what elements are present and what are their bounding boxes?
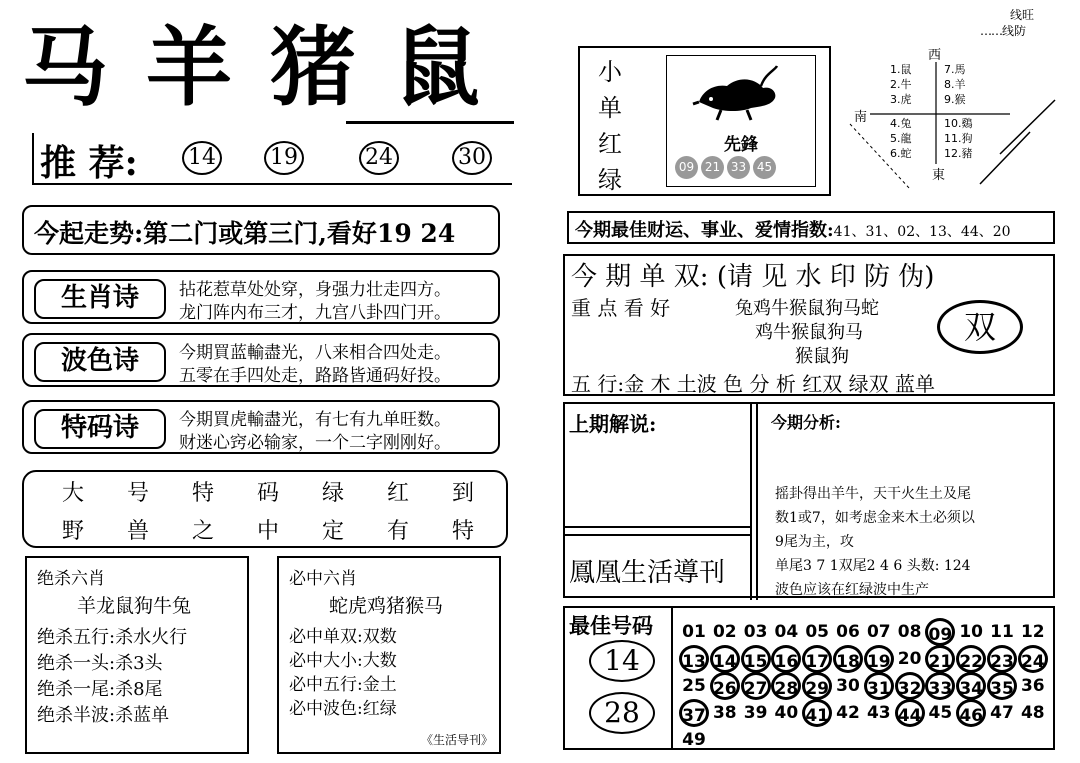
rat-icon [691, 62, 781, 124]
riddle-char: 定 [322, 519, 345, 544]
zodiac-entry: 11.狗 [944, 132, 973, 145]
number-cell: 33 [925, 672, 955, 700]
riddle-char: 特 [192, 481, 215, 506]
number-cell: 09 [925, 618, 955, 646]
pioneer-ball: 09 [675, 156, 698, 179]
number-cell: 21 [925, 645, 955, 673]
number-cell: 35 [987, 672, 1017, 700]
number-cell: 29 [802, 672, 832, 700]
number-cell: 31 [864, 672, 894, 700]
riddle-char: 码 [257, 481, 280, 506]
number-cell: 41 [802, 699, 832, 727]
zodiac-entry: 5.龍 [890, 132, 912, 145]
recommend-label: 推 荐: [40, 142, 138, 184]
number-cell: 34 [956, 672, 986, 700]
number-cell: 23 [987, 645, 1017, 673]
must-row: 必中波色:红绿 [289, 699, 397, 719]
odd-even-header: 今 期 单 双: (请 见 水 印 防 伪) [571, 262, 935, 292]
zodiac-entry: 9.猴 [944, 93, 966, 106]
kill-row: 绝杀一头:杀3头 [37, 653, 163, 674]
pioneer-ball: 21 [701, 156, 724, 179]
riddle-char: 特 [452, 519, 475, 544]
number-cell: 44 [895, 699, 925, 727]
must-six-box [277, 556, 501, 754]
kill-six-box [25, 556, 249, 754]
odd-even-footer: 五 行:金 木 土波 色 分 析 红双 绿双 蓝单 [571, 372, 935, 396]
number-cell: 27 [741, 672, 771, 700]
zodiac-entry: 2.牛 [890, 78, 912, 91]
best-big-number: 14 [589, 640, 655, 682]
number-cell: 25 [682, 676, 706, 696]
number-cell: 15 [741, 645, 771, 673]
number-cell: 17 [802, 645, 832, 673]
zodiac-entry: 6.蛇 [890, 147, 912, 160]
compass-east: 東 [932, 168, 946, 183]
trend-text: 今起走势:第二门或第三门,看好19 24 [34, 219, 456, 248]
must-row: 必中五行:金土 [289, 675, 397, 695]
riddle-char: 红 [387, 481, 410, 506]
must-animals: 蛇虎鸡猪猴马 [329, 595, 444, 617]
pioneer-side-char: 红 [598, 130, 622, 158]
must-footer: 《生活导刊》 [420, 733, 493, 747]
kill-row: 绝杀五行:杀水火行 [37, 627, 188, 648]
index-values: 41、31、02、13、44、20 [833, 224, 1011, 240]
number-cell: 18 [833, 645, 863, 673]
number-cell: 24 [1018, 645, 1048, 673]
analysis-line: 数1或7，如考虑金来木土必须以 [775, 510, 975, 526]
number-cell: 39 [743, 703, 768, 723]
must-title: 必中六肖 [289, 569, 357, 589]
number-cell: 12 [1020, 622, 1045, 642]
analysis-box [563, 402, 1055, 598]
must-row: 必中大小:大数 [289, 651, 397, 671]
riddle-char: 之 [192, 519, 215, 544]
number-cell: 43 [866, 703, 891, 723]
number-cell: 13 [679, 645, 709, 673]
pioneer-panel [666, 55, 816, 187]
best-numbers-label: 最佳号码 [569, 613, 653, 638]
analysis-line: 单尾3 7 1双尾2 4 6 头数: 124 [775, 558, 971, 574]
focus-line: 鸡牛猴鼠狗马 [755, 322, 863, 343]
analysis-line: 波色应该在红绿波中生产 [775, 582, 929, 598]
best-big-number: 28 [589, 692, 655, 734]
brand-name: 鳳凰生活導刊 [569, 558, 726, 588]
best-numbers-box [563, 606, 1055, 750]
number-cell: 37 [679, 699, 709, 727]
index-label: 今期最佳财运、事业、爱情指数: [575, 220, 834, 241]
poem-label: 特码诗 [34, 409, 166, 449]
number-cell: 01 [682, 622, 706, 642]
this-analysis-label: 今期分析: [771, 413, 841, 432]
number-cell: 42 [836, 703, 860, 723]
riddle-box [22, 470, 508, 548]
riddle-char: 中 [257, 519, 280, 544]
number-cell: 47 [990, 703, 1014, 723]
number-cell: 36 [1020, 676, 1045, 696]
riddle-char: 大 [62, 481, 85, 506]
number-cell: 48 [1020, 703, 1045, 723]
poem-box-color [22, 333, 500, 387]
zodiac-entry: 7.馬 [944, 63, 966, 76]
recommend-number: 19 [264, 141, 304, 175]
zodiac-entry: 4.兔 [890, 117, 912, 130]
riddle-char: 到 [452, 481, 475, 506]
number-cell: 10 [959, 622, 984, 642]
number-cell: 32 [895, 672, 925, 700]
page-title: 马羊猪鼠 [22, 17, 518, 118]
must-row: 必中单双:双数 [289, 627, 397, 647]
number-cell: 16 [771, 645, 801, 673]
poem-box-special [22, 400, 500, 454]
analysis-line: 摇卦得出羊牛，天干火生土及尾 [775, 486, 971, 502]
poem-line: 今期買蓝輸盡光，八来相合四处走。 [179, 343, 451, 363]
poem-line: 五零在手四处走，路路皆通码好投。 [179, 366, 451, 386]
poem-line: 拈花惹草处处穿，身强力壮走四方。 [179, 280, 451, 300]
compass-west: 西 [928, 48, 942, 63]
pioneer-side-char: 单 [598, 94, 622, 122]
poem-line: 今期買虎輸盡光，有七有九单旺数。 [179, 410, 451, 430]
zodiac-entry: 1.鼠 [890, 63, 912, 76]
recommend-number: 24 [359, 141, 399, 175]
legend-guard: 线防 [1002, 24, 1027, 38]
number-cell: 05 [805, 622, 830, 642]
number-cell: 02 [712, 622, 737, 642]
focus-line: 猴鼠狗 [795, 346, 849, 367]
number-cell: 04 [774, 622, 799, 642]
number-cell: 28 [771, 672, 801, 700]
legend-prosper: 线旺 [1010, 8, 1035, 22]
number-cell: 40 [774, 703, 799, 723]
riddle-char: 兽 [127, 519, 150, 544]
number-cell: 46 [956, 699, 986, 727]
riddle-char: 野 [62, 519, 85, 544]
pioneer-side-char: 绿 [598, 166, 622, 194]
recommend-box [32, 133, 512, 185]
poem-line: 财迷心窍必输家，一个二字刚刚好。 [179, 433, 451, 453]
poem-label: 波色诗 [34, 342, 166, 382]
pioneer-label: 先鋒 [724, 135, 758, 155]
trend-box [22, 205, 500, 255]
number-cell: 08 [897, 622, 922, 642]
analysis-line: 9尾为主，攻 [775, 534, 854, 550]
pioneer-box [578, 46, 831, 196]
number-cell: 26 [710, 672, 740, 700]
number-grid [679, 608, 1053, 748]
number-cell: 30 [836, 676, 860, 696]
riddle-char: 号 [127, 481, 150, 506]
compass-south: 南 [854, 110, 868, 125]
odd-even-circle: 双 [937, 300, 1023, 354]
odd-even-box [563, 254, 1055, 396]
riddle-char: 有 [387, 519, 410, 544]
number-cell: 22 [956, 645, 986, 673]
kill-row: 绝杀半波:杀蓝单 [37, 705, 170, 726]
recommend-number: 14 [182, 141, 222, 175]
pioneer-ball: 45 [753, 156, 776, 179]
focus-label: 重 点 看 好 [571, 296, 671, 320]
number-cell: 38 [712, 703, 737, 723]
number-cell: 19 [864, 645, 894, 673]
recommend-number: 30 [452, 141, 492, 175]
poem-label: 生肖诗 [34, 279, 166, 319]
kill-row: 绝杀一尾:杀8尾 [37, 679, 163, 700]
pioneer-side-char: 小 [598, 58, 622, 86]
number-cell: 11 [990, 622, 1014, 642]
number-cell: 45 [928, 703, 953, 723]
number-cell: 03 [743, 622, 768, 642]
compass: 线旺 ……线防 西 南 東 1.鼠 2.牛 3.虎 4.兔 5.龍 6.蛇 7.馬 8.羊 9.猴 10.鷄 11.狗 12.豬 [840, 4, 1070, 199]
number-cell: 06 [836, 622, 860, 642]
pioneer-ball: 33 [727, 156, 750, 179]
riddle-char: 绿 [322, 481, 345, 506]
index-box [567, 211, 1055, 244]
zodiac-entry: 8.羊 [944, 78, 966, 91]
number-cell: 14 [710, 645, 740, 673]
zodiac-entry: 3.虎 [890, 93, 912, 106]
last-analysis-label: 上期解说: [569, 412, 657, 436]
number-cell: 20 [897, 649, 922, 669]
poem-line: 龙门阵内布三才，九宫八卦四门开。 [179, 303, 451, 323]
focus-line: 兔鸡牛猴鼠狗马蛇 [735, 298, 879, 319]
zodiac-entry: 10.鷄 [944, 117, 973, 130]
poem-box-zodiac [22, 270, 500, 324]
zodiac-entry: 12.豬 [944, 147, 973, 160]
number-cell: 07 [866, 622, 891, 642]
kill-title: 绝杀六肖 [37, 569, 105, 589]
kill-animals: 羊龙鼠狗牛兔 [77, 595, 192, 617]
number-cell: 49 [682, 730, 706, 748]
